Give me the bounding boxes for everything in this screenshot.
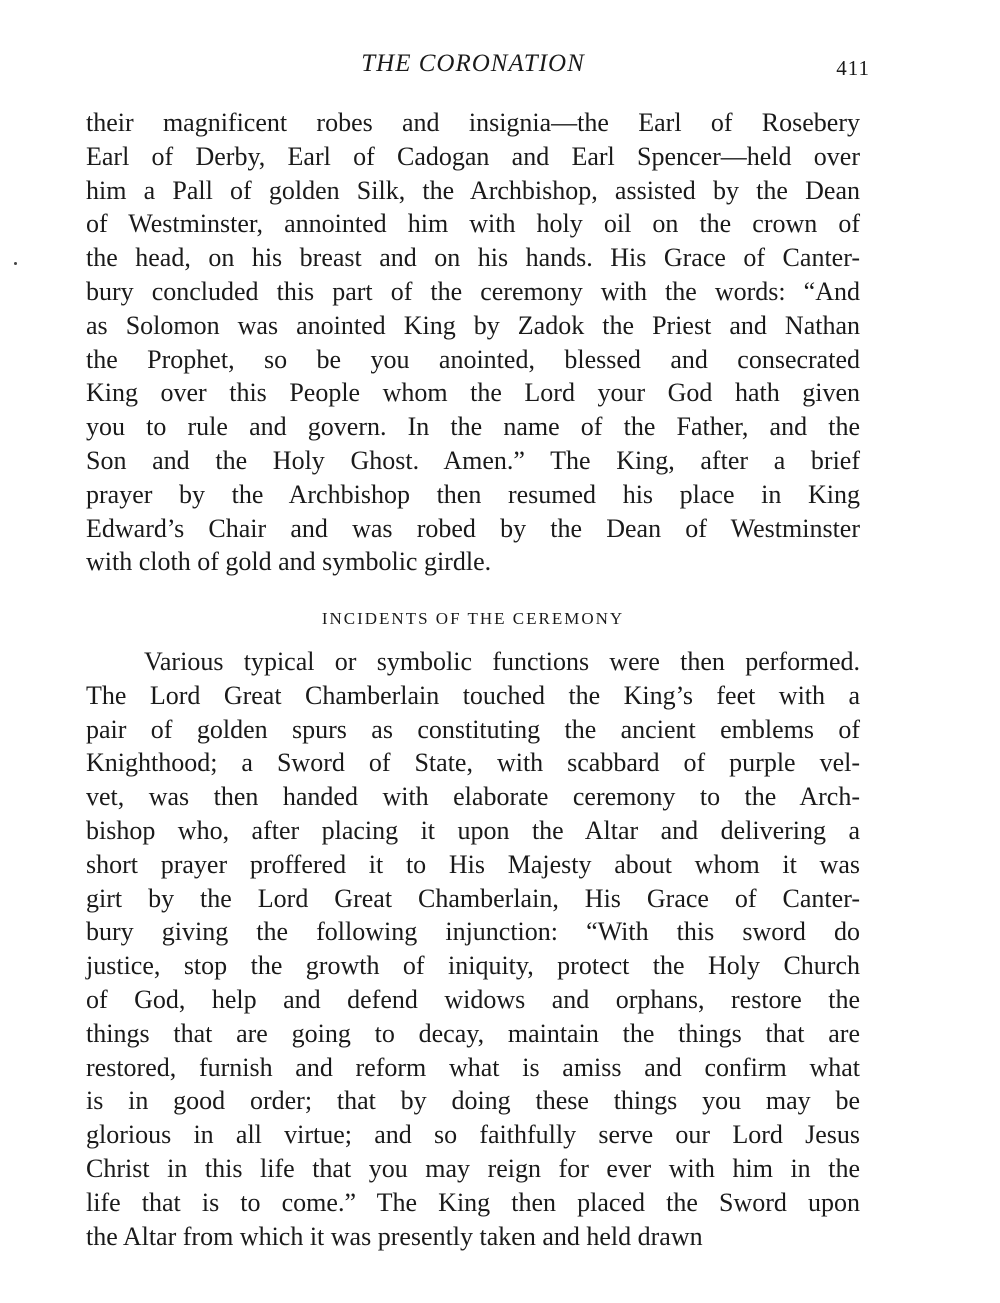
text-line: Earl of Derby, Earl of Cadogan and Earl Spencer—held over bbox=[86, 141, 860, 171]
text-line: Knighthood; a Sword of State, with scabbard of purple vel- bbox=[86, 748, 860, 778]
text-line: vet, was then handed with elaborate ceremony to the Arch- bbox=[86, 782, 860, 812]
text-line: The Lord Great Chamberlain touched the King’s feet with a bbox=[86, 680, 860, 710]
text-line: as Solomon was anointed King by Zadok the Priest and Nathan bbox=[86, 310, 860, 340]
chapter-title: THE CORONATION bbox=[361, 50, 585, 77]
text-line: things that are going to decay, maintain the things that are bbox=[86, 1018, 860, 1048]
text-line: of Westminster, annointed him with holy oil on the crown of bbox=[86, 209, 860, 239]
text-line: girt by the Lord Great Chamberlain, His Grace of Canter- bbox=[86, 883, 860, 913]
text-line: is in good order; that by doing these things you may be bbox=[86, 1086, 860, 1116]
text-line: prayer by the Archbishop then resumed his place in King bbox=[86, 479, 860, 509]
text-line: Son and the Holy Ghost. Amen.” The King, after a brief bbox=[86, 445, 860, 475]
paragraph-coronation-anointing bbox=[86, 106, 860, 579]
text-line: glorious in all virtue; and so faithfully serve our Lord Jesus bbox=[86, 1120, 860, 1150]
section-heading: INCIDENTS OF THE CEREMONY bbox=[321, 609, 625, 628]
text-line: Christ in this life that you may reign for ever with him in the bbox=[86, 1153, 860, 1183]
text-line: bury concluded this part of the ceremony with the words: “And bbox=[86, 276, 860, 306]
text-line: their magnificent robes and insignia—the Earl of Rosebery bbox=[86, 108, 860, 137]
paragraph-ceremony-incidents bbox=[86, 645, 860, 1253]
text-line: of God, help and defend widows and orphans, restore the bbox=[86, 984, 860, 1014]
page-number: 411 bbox=[836, 56, 870, 80]
text-line: the Altar from which it was presently taken and held drawn bbox=[86, 1221, 703, 1251]
text-line: with cloth of gold and symbolic girdle. bbox=[86, 547, 492, 577]
text-line: justice, stop the growth of iniquity, protect the Holy Church bbox=[86, 951, 860, 981]
margin-speck bbox=[14, 262, 17, 265]
running-header bbox=[86, 50, 870, 84]
text-line: short prayer proffered it to His Majesty about whom it was bbox=[86, 849, 860, 879]
text-line: the head, on his breast and on his hands. His Grace of Canter- bbox=[86, 243, 860, 273]
text-line: him a Pall of golden Silk, the Archbishop, assisted by the Dean bbox=[86, 175, 860, 205]
text-line: bury giving the following injunction: “With this sword do bbox=[86, 917, 860, 947]
text-line: King over this People whom the Lord your God hath given bbox=[86, 378, 860, 408]
text-line: bishop who, after placing it upon the Altar and delivering a bbox=[86, 815, 860, 845]
text-line: you to rule and govern. In the name of the Father, and the bbox=[86, 412, 860, 442]
text-line: Various typical or symbolic functions were then performed. bbox=[144, 647, 860, 676]
text-line: the Prophet, so be you anointed, blessed and consecrated bbox=[86, 344, 860, 374]
text-line: life that is to come.” The King then placed the Sword upon bbox=[86, 1187, 860, 1217]
text-line: pair of golden spurs as constituting the ancient emblems of bbox=[86, 714, 860, 744]
text-line: Edward’s Chair and was robed by the Dean of Westminster bbox=[86, 513, 860, 543]
text-line: restored, furnish and reform what is amiss and confirm what bbox=[86, 1052, 860, 1082]
